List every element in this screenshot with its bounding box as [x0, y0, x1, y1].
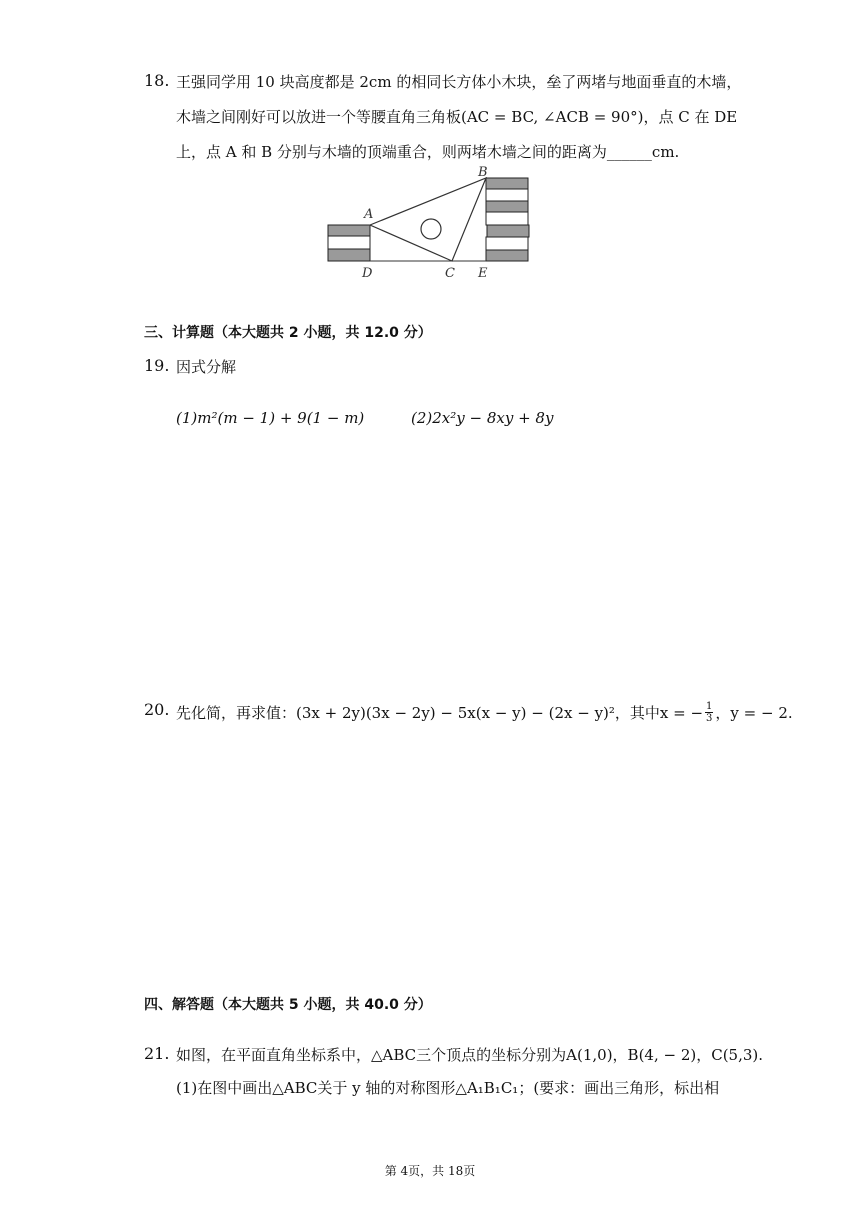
q20-text: 先化简，再求值：(3x + 2y)(3x − 2y) − 5x(x − y) − (2x − y)²，其中x = −: [176, 703, 704, 722]
q19-part2: (2)2x²y − 8xy + 8y: [411, 409, 554, 427]
page-footer: 第 4页，共 18页: [384, 1164, 476, 1178]
q18-line2: 木墙之间刚好可以放进一个等腰直角三角板(AC = BC, ∠ACB = 90°)，点 C 在 DE: [176, 108, 738, 126]
label-C: C: [445, 266, 455, 281]
q20-number: 20.: [144, 700, 170, 719]
q18-line3: 上，点 A 和 B 分别与木墙的顶端重合，则两堵木墙之间的距离为______cm.: [176, 143, 680, 161]
q21-number: 21.: [144, 1044, 170, 1063]
q20-text-end: ，y = − 2.: [715, 703, 793, 722]
q20-fraction: [705, 701, 713, 724]
q18-line1: 王强同学用 10 块高度都是 2cm 的相同长方体小木块，垒了两堵与地面垂直的木墙，: [176, 73, 742, 91]
q20-frac-den: 3: [706, 713, 713, 724]
q20-line: [176, 701, 793, 724]
q18-figure: [320, 160, 540, 285]
label-A: A: [364, 207, 374, 222]
left-wall: [328, 225, 370, 261]
q21-line2: (1)在图中画出△ABC关于 y 轴的对称图形△A₁B₁C₁；(要求：画出三角形，标出相: [176, 1079, 720, 1097]
section3-title: 三、计算题（本大题共 2 小题，共 12.0 分）: [144, 325, 432, 341]
right-wall: [486, 178, 529, 261]
section4-title: 四、解答题（本大题共 5 小题，共 40.0 分）: [144, 997, 432, 1013]
q21-line1: 如图，在平面直角坐标系中，△ABC三个顶点的坐标分别为A(1,0)，B(4, − 2)，C(5,3).: [176, 1046, 764, 1064]
q18-number: 18.: [144, 71, 170, 90]
label-B: B: [478, 165, 488, 180]
q20-frac-num: 1: [706, 701, 713, 712]
label-D: D: [362, 266, 373, 281]
q19-number: 19.: [144, 356, 170, 375]
triangle-hole: [421, 219, 441, 239]
q19-part1: (1)m²(m − 1) + 9(1 − m): [176, 409, 365, 427]
q19-title: 因式分解: [176, 358, 237, 376]
label-E: E: [478, 266, 488, 281]
